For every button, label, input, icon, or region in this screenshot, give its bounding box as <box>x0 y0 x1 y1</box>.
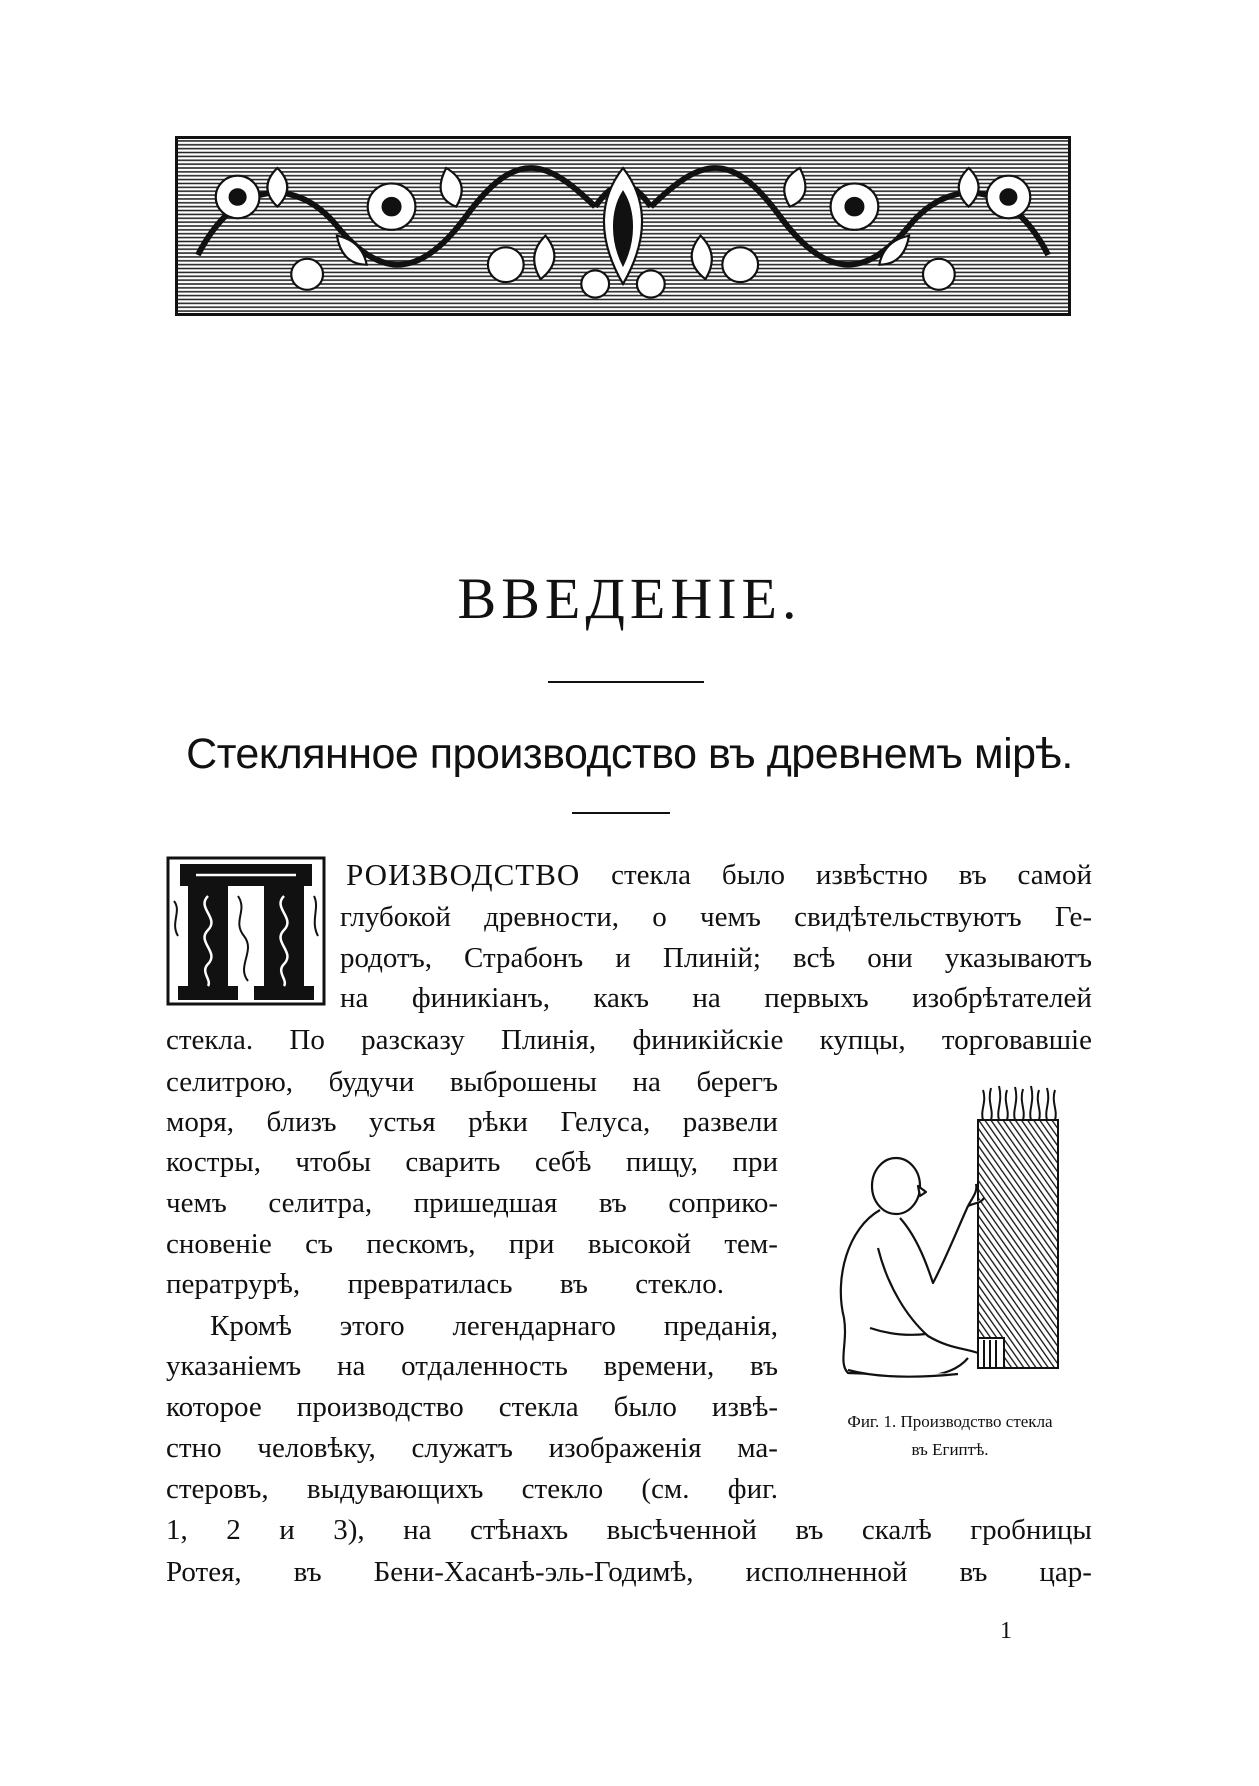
word: (см. <box>641 1473 690 1505</box>
word: въ <box>750 1350 778 1382</box>
word: Бени-Хасанѣ-эль-Годимѣ, <box>373 1556 694 1588</box>
word: превратилась <box>347 1268 513 1300</box>
word: отдаленность <box>401 1350 568 1382</box>
word: указываютъ <box>944 942 1092 974</box>
word: на <box>692 982 721 1014</box>
word: устья <box>368 1106 436 1138</box>
text-line-12 <box>210 1306 778 1346</box>
word: какъ <box>593 982 649 1014</box>
word: 3), <box>333 1514 365 1546</box>
figure-caption-line-1: Фиг. 1. Производство стекла <box>847 1412 1053 1431</box>
word: гробницы <box>970 1514 1092 1546</box>
ornament-image <box>178 139 1068 313</box>
word: выдувающихъ <box>306 1473 484 1505</box>
word: сновеніе <box>166 1228 272 1260</box>
word: рѣки <box>468 1106 528 1138</box>
word: въ <box>958 859 987 891</box>
word: глубокой <box>340 901 451 933</box>
word: было <box>613 1391 677 1423</box>
word: извѣстно <box>815 859 928 891</box>
word: стекло <box>521 1473 604 1505</box>
page-number: 1 <box>1000 1618 1012 1644</box>
word: будучи <box>328 1066 415 1098</box>
word: изображенія <box>548 1432 702 1464</box>
word: себѣ <box>534 1146 592 1178</box>
word: сварить <box>405 1146 501 1178</box>
word: Страбонъ <box>464 942 584 974</box>
word: тем- <box>724 1228 778 1260</box>
word: Кромѣ <box>210 1310 292 1342</box>
text-line-16 <box>166 1469 778 1509</box>
word: разсказу <box>361 1024 465 1056</box>
dropcap-letter <box>166 856 326 1006</box>
text-line-5 <box>166 1020 1092 1060</box>
word: пескомъ, <box>366 1228 476 1260</box>
word: производство <box>296 1391 464 1423</box>
word: самой <box>1017 859 1092 891</box>
text-line-10 <box>166 1224 778 1264</box>
word: 2 <box>226 1514 241 1546</box>
word: высокой <box>587 1228 691 1260</box>
word: въ <box>795 1514 824 1546</box>
title-rule <box>548 681 704 683</box>
word: Плинія, <box>501 1024 597 1056</box>
word: преданія, <box>663 1310 778 1342</box>
glassmaker-illustration <box>808 1078 1094 1403</box>
word: берегъ <box>696 1066 778 1098</box>
header-ornament <box>175 136 1071 316</box>
word: при <box>732 1146 778 1178</box>
word: пришедшая <box>413 1187 558 1219</box>
word: о <box>652 901 667 933</box>
text-line-7 <box>166 1102 778 1142</box>
word: РОИЗВОДСТВО <box>346 857 581 892</box>
figure-egyptian-glassmaker <box>808 1078 1094 1403</box>
word: было <box>721 859 786 891</box>
text-line-15 <box>166 1428 778 1468</box>
word: чтобы <box>295 1146 372 1178</box>
word: въ <box>293 1556 322 1588</box>
word: Ге- <box>1054 901 1092 933</box>
word: ма- <box>737 1432 778 1464</box>
word: которое <box>166 1391 262 1423</box>
word: въ <box>559 1268 588 1300</box>
word: Плиній; <box>662 942 761 974</box>
word: при <box>508 1228 555 1260</box>
word: стѣнахъ <box>470 1514 569 1546</box>
word: первыхъ <box>764 982 869 1014</box>
word: въ <box>959 1556 988 1588</box>
word: исполненной <box>745 1556 908 1588</box>
text-line-17 <box>166 1510 1092 1550</box>
word: костры, <box>166 1146 261 1178</box>
text-line-1 <box>346 855 1092 895</box>
word: торговавшіе <box>941 1024 1092 1056</box>
word: они <box>867 942 913 974</box>
text-line-6 <box>166 1062 778 1102</box>
word: на <box>340 982 369 1014</box>
word: финикіанъ, <box>411 982 550 1014</box>
word: развели <box>682 1106 778 1138</box>
word: стно <box>166 1432 222 1464</box>
word: стекла <box>611 859 691 891</box>
word: моря, <box>166 1106 234 1138</box>
text-line-9 <box>166 1183 778 1223</box>
word: и <box>615 942 631 974</box>
figure-caption-line-2: въ Египтѣ. <box>911 1440 989 1459</box>
word: времени, <box>603 1350 715 1382</box>
word: стекла. <box>166 1024 254 1056</box>
word: соприко- <box>668 1187 778 1219</box>
word: селитра, <box>268 1187 373 1219</box>
word: пищу, <box>625 1146 699 1178</box>
word: Ротея, <box>166 1556 242 1588</box>
word: фиг. <box>727 1473 778 1505</box>
text-line-8 <box>166 1142 778 1182</box>
text-line-4 <box>340 978 1092 1018</box>
word: всѣ <box>793 942 836 974</box>
word: По <box>289 1024 325 1056</box>
word: извѣ- <box>711 1391 778 1423</box>
word: съ <box>305 1228 333 1260</box>
text-line-18 <box>166 1552 1092 1592</box>
word: легендарнаго <box>452 1310 616 1342</box>
word: стекла <box>498 1391 579 1423</box>
word: родотъ, <box>340 942 432 974</box>
word: древности, <box>484 901 620 933</box>
word: финикійскіе <box>632 1024 784 1056</box>
text-line-11 <box>166 1264 724 1304</box>
word: селитрою, <box>166 1066 294 1098</box>
word: стеровъ, <box>166 1473 269 1505</box>
word: на <box>403 1514 432 1546</box>
word: скалѣ <box>861 1514 932 1546</box>
word: близъ <box>266 1106 337 1138</box>
text-line-13 <box>166 1346 778 1386</box>
chapter-title: ВВЕДЕНІЕ. <box>457 566 802 631</box>
word: этого <box>339 1310 405 1342</box>
word: Гелуса, <box>560 1106 651 1138</box>
chapter-subtitle: Стеклянное производство въ древнемъ мірѣ. <box>186 730 1073 778</box>
dropcap-image <box>166 856 326 1006</box>
text-line-14 <box>166 1387 778 1427</box>
word: свидѣтельствуютъ <box>794 901 1022 933</box>
word: на <box>632 1066 661 1098</box>
word: изобрѣтателей <box>912 982 1092 1014</box>
word: чемъ <box>166 1187 227 1219</box>
subtitle-rule <box>572 812 670 814</box>
word: въ <box>598 1187 627 1219</box>
text-line-2 <box>340 897 1092 937</box>
word: ператрурѣ, <box>166 1268 301 1300</box>
word: купцы, <box>819 1024 906 1056</box>
word: выброшены <box>449 1066 597 1098</box>
word: чемъ <box>700 901 761 933</box>
word: на <box>336 1350 366 1382</box>
word: высѣченной <box>606 1514 757 1546</box>
word: и <box>279 1514 295 1546</box>
word: 1, <box>166 1514 188 1546</box>
word: цар- <box>1039 1556 1092 1588</box>
word: служатъ <box>411 1432 513 1464</box>
word: указаніемъ <box>166 1350 302 1382</box>
word: человѣку, <box>257 1432 376 1464</box>
word: стекло. <box>635 1268 724 1300</box>
text-line-3 <box>340 938 1092 978</box>
